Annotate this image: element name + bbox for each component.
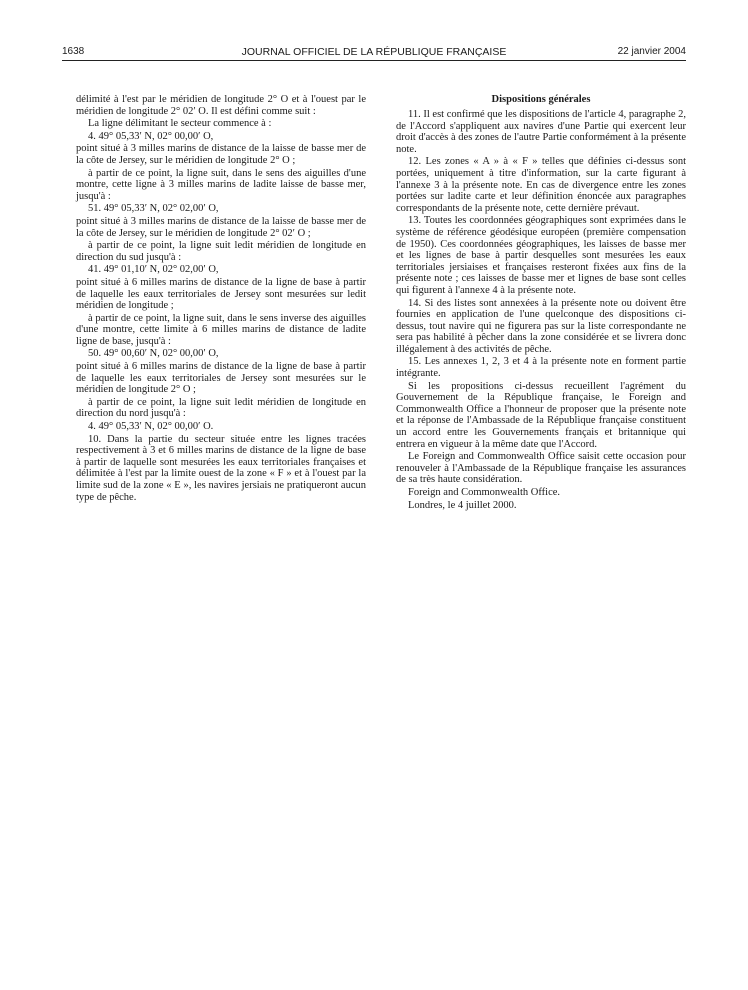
paragraph: à partir de ce point, la ligne suit, dans le sens des aiguilles d'une montre, cette ligne à 3 milles marins de ladite laisse de basse mer, jusqu'à :: [76, 167, 366, 202]
paragraph: 10. Dans la partie du secteur située entre les lignes tracées respectivement à 3 et 6 milles marins de distance de la ligne de base à partir de laquelle sont mesurées les eaux territoriales françaises et délimitée à l'est par la limite ouest de la zone « F » et à l'ouest par la limite sud de la zone « E », les navires jersiais ne pratiqueront aucun type de pêche.: [76, 433, 366, 503]
paragraph: point situé à 3 milles marins de distance de la laisse de basse mer de la côte de Jersey, sur le méridien de longitude 2° O ;: [76, 143, 366, 166]
coordinate-point: 41. 49° 01,10′ N, 02° 02,00′ O,: [88, 264, 219, 276]
coordinate-point: 4. 49° 05,33′ N, 02° 00,00′ O,: [88, 130, 214, 142]
paragraph: 11. Il est confirmé que les dispositions de l'article 4, paragraphe 2, de l'Accord s'appliquent aux navires d'une Partie qui exercent leur droit d'accès à des zones de l'autre Partie conformément à la présente note.: [396, 109, 686, 155]
signatory: Foreign and Commonwealth Office.: [408, 487, 561, 498]
paragraph: Le Foreign and Commonwealth Office saisit cette occasion pour renouveler à l'Ambassade de la République française les assurances de sa très haute considération.: [396, 451, 686, 486]
paragraph: délimité à l'est par le méridien de longitude 2° O et à l'ouest par le méridien de longitude 2° 02′ O. Il est défini comme suit :: [76, 94, 366, 117]
paragraph: à partir de ce point, la ligne suit ledit méridien de longitude en direction du sud jusqu'à :: [76, 240, 366, 263]
coordinate-point: 51. 49° 05,33′ N, 02° 02,00′ O,: [88, 203, 219, 215]
paragraph: 14. Si des listes sont annexées à la présente note ou doivent être fournies en application de l'une quelconque des dispositions ci-dessus, tout navire qui ne figurera pas sur la liste correspondante ne sera pas habilité à pêcher dans la zone considérée et se livrera donc illégalement à des activités de pêche.: [396, 297, 686, 355]
paragraph: La ligne délimitant le secteur commence à :: [88, 118, 272, 130]
page-number: 1638: [62, 46, 85, 57]
paragraph: 12. Les zones « A » à « F » telles que définies ci-dessus sont portées, uniquement à titre d'information, sur la carte figurant à l'annexe 3 à la présente note. En cas de divergence entre les zones portées sur ladite carte et leur définition énoncée aux paragraphes correspondants de la présente note, cette dernière prévaut.: [396, 156, 686, 214]
header-rule: [62, 60, 686, 61]
section-heading: Dispositions générales: [491, 94, 591, 105]
paragraph: Si les propositions ci-dessus recueillent l'agrément du Gouvernement de la République française, le Foreign and Commonwealth Office a l'honneur de proposer que la présente note et la réponse de l'Ambassade de la République française constituent un accord entre les Gouvernements français et britannique qui entrera en vigueur à la même date que l'Accord.: [396, 380, 686, 450]
coordinate-point: 50. 49° 00,60′ N, 02° 00,00′ O,: [88, 348, 219, 360]
right-column: [396, 94, 686, 512]
paragraph: point situé à 6 milles marins de distance de la ligne de base à partir de laquelle les eaux territoriales de Jersey sont mesurées sur le méridien de longitude 2° O ;: [76, 361, 366, 396]
place-date: Londres, le 4 juillet 2000.: [408, 499, 517, 511]
left-column: [76, 94, 366, 504]
coordinate-point: 4. 49° 05,33′ N, 02° 00,00′ O.: [88, 421, 214, 433]
page-header: [62, 44, 686, 60]
paragraph: 15. Les annexes 1, 2, 3 et 4 à la présente note en forment partie intégrante.: [396, 356, 686, 380]
paragraph: 13. Toutes les coordonnées géographiques sont exprimées dans le système de référence géodésique européen (première compensation de 1950). Ces coordonnées géographiques, les laisses de basse mer et les lignes de base à partir desquelles sont mesurées les eaux territoriales jersiaises et françaises resteront fixées aux fins de la présente note ; ces laisses de basse mer et lignes de base sont celles qui figurent à l'annexe 4 à la présente note.: [396, 215, 686, 296]
publication-date: 22 janvier 2004: [617, 46, 686, 57]
journal-title: JOURNAL OFFICIEL DE LA RÉPUBLIQUE FRANÇAISE: [241, 46, 507, 58]
paragraph: point situé à 6 milles marins de distance de la ligne de base à partir de laquelle les eaux territoriales de Jersey sont mesurées sur ledit méridien de longitude ;: [76, 276, 366, 312]
paragraph: à partir de ce point, la ligne suit, dans le sens inverse des aiguilles d'une montre, cette limite à 6 milles marins de distance de ladite ligne de base, jusqu'à :: [76, 312, 366, 347]
paragraph: point situé à 3 milles marins de distance de la laisse de basse mer de la côte de Jersey, sur le méridien de longitude 2° 02′ O ;: [76, 215, 366, 239]
paragraph: à partir de ce point, la ligne suit ledit méridien de longitude en direction du nord jusqu'à :: [76, 396, 366, 420]
